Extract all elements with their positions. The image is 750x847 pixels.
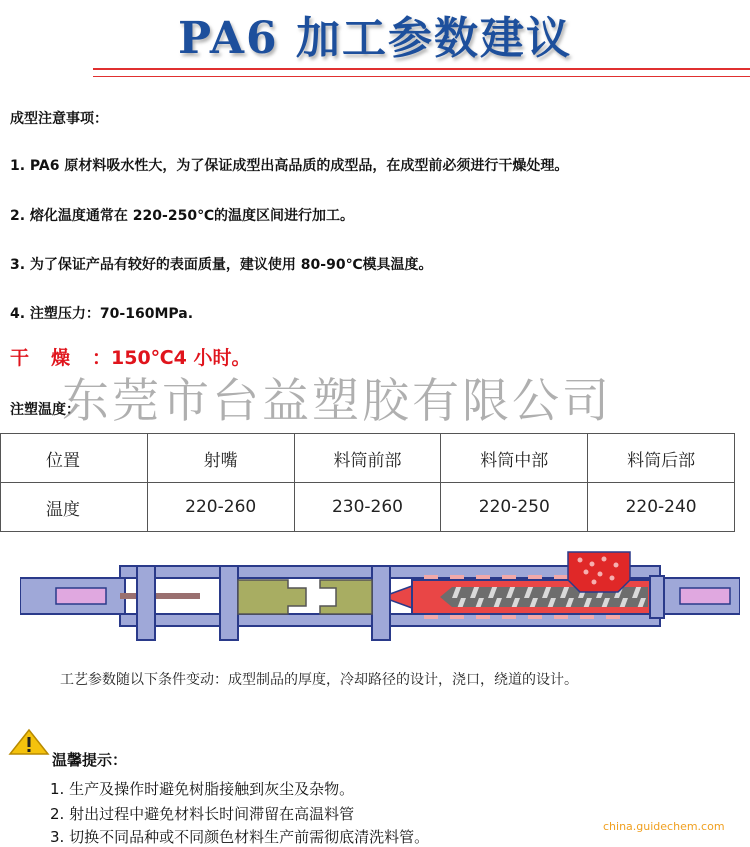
platen [137,566,155,640]
barrel-nozzle [390,586,412,608]
tip-item: 2. 射出过程中避免材料长时间滞留在高温料管 [50,805,355,823]
clamp-piston [56,588,106,604]
temperature-heading: 注塑温度： [10,402,80,418]
table-header-cell: 位置 [1,434,148,483]
page-title: PA6 加工参数建议 [178,13,572,64]
table-header-cell: 料筒前部 [294,434,441,483]
table-cell: 230-260 [294,483,441,532]
mold-half [320,580,372,614]
title-underline [93,68,750,70]
drive-piston [680,588,730,604]
mold-half [238,580,306,614]
table-cell: 温度 [1,483,148,532]
note-item: 4. 注塑压力：70-160MPa. [10,306,194,322]
table-row [1,483,735,532]
tips-heading: 温馨提示： [52,751,128,769]
note-item: 1. PA6 原材料吸水性大，为了保证成型出高品质的成型品，在成型前必须进行干燥处理。 [10,158,569,174]
platen [220,566,238,640]
title-underline-thin [93,76,750,77]
warning-icon [8,728,50,756]
table-header-cell: 射嘴 [147,434,294,483]
drying-note [10,343,251,370]
table-header-cell: 料筒中部 [441,434,588,483]
drive-flange [650,576,664,618]
tip-item: 1. 生产及操作时避免树脂接触到灰尘及杂物。 [50,780,355,798]
drying-label: 干燥 [10,347,93,369]
table-cell: 220-260 [147,483,294,532]
company-watermark: 东莞市台益塑胶有限公司 [62,374,612,429]
table-cell: 220-240 [588,483,735,532]
table-header-row [1,434,735,483]
note-item: 3. 为了保证产品有较好的表面质量，建议使用 80-90℃模具温度。 [10,257,433,273]
diagram-caption: 工艺参数随以下条件变动：成型制品的厚度，冷却路径的设计，浇口，绕道的设计。 [60,672,578,688]
table-cell: 220-250 [441,483,588,532]
notes-heading: 成型注意事项： [10,111,108,127]
injection-machine-diagram [20,550,740,650]
drying-value: ：150℃4 小时。 [92,347,251,369]
note-item: 2. 熔化温度通常在 220-250℃的温度区间进行加工。 [10,208,355,224]
tie-bar [120,593,200,599]
temperature-table [0,433,735,532]
tip-item: 3. 切换不同品种或不同颜色材料生产前需彻底清洗料管。 [50,828,430,846]
site-watermark: china.guidechem.com [603,820,725,833]
platen [372,566,390,640]
table-header-cell: 料筒后部 [588,434,735,483]
